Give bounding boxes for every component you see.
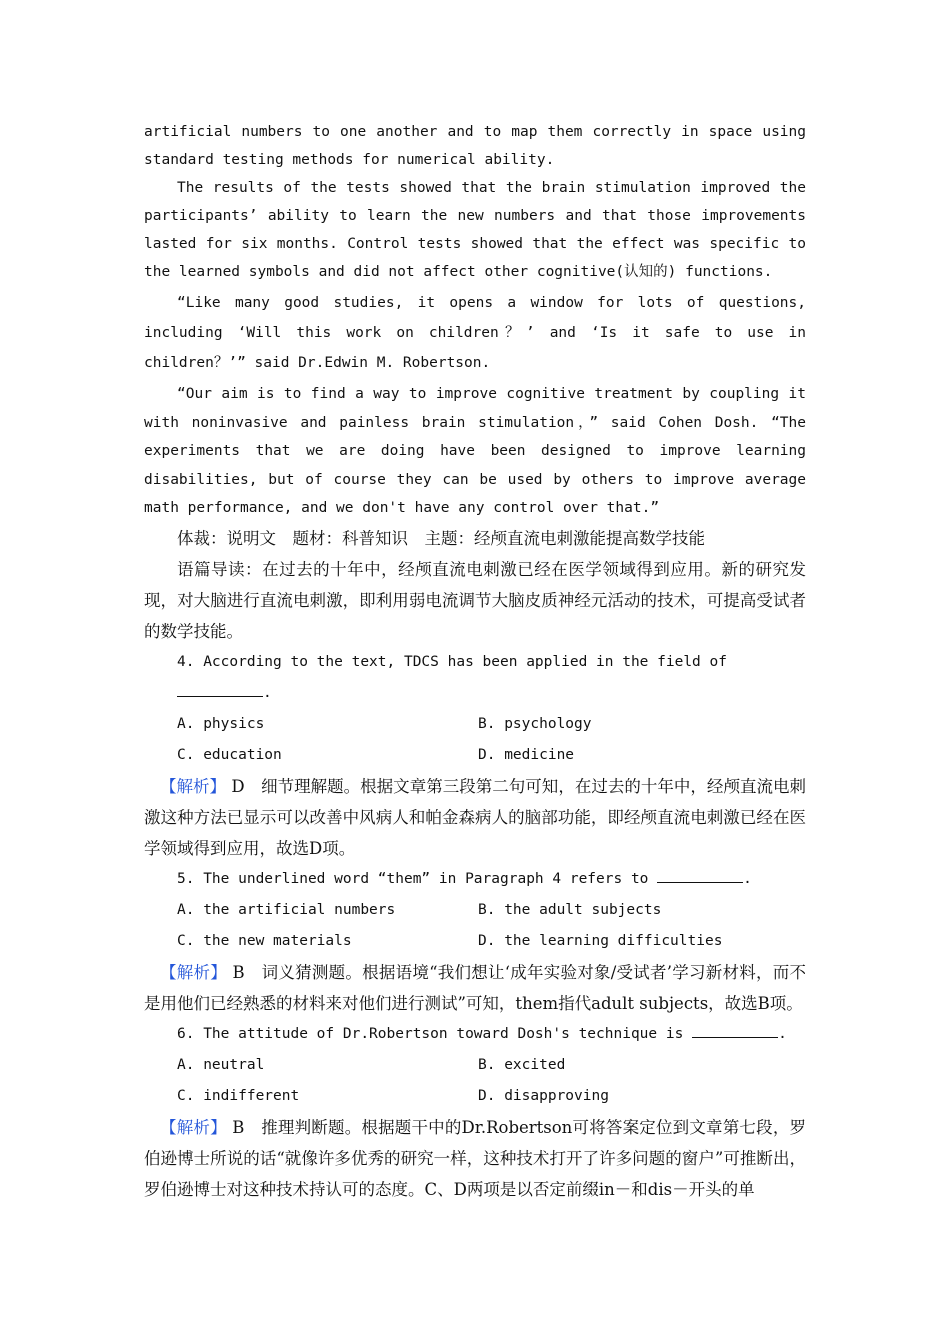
passage-paragraph-1: artificial numbers to one another and to map them correctly in space using standard testing methods for numerical ability. — [144, 124, 806, 168]
option-d: D. disapproving — [478, 1087, 609, 1104]
option-b: B. excited — [478, 1056, 566, 1073]
option-a: A. the artificial numbers — [177, 901, 396, 918]
option-row — [144, 895, 806, 926]
answer-tag: 【解析】 — [160, 776, 227, 796]
question-stem: 6. The attitude of Dr.Robertson toward Dosh's technique is . — [177, 1025, 787, 1042]
question-stem-text: 6. The attitude of Dr.Robertson toward Dosh's technique is — [177, 1025, 684, 1042]
option-row — [144, 709, 806, 740]
question-stem-text: 4. According to the text, TDCS has been applied in the field of — [177, 653, 727, 670]
question-stem-text: 5. The underlined word “them” in Paragraph 4 refers to — [177, 870, 649, 887]
option-a: A. neutral — [177, 1056, 265, 1073]
answer-blank — [177, 684, 263, 697]
option-b: B. psychology — [478, 715, 592, 732]
passage-paragraph-3: “Like many good studies, it opens a window for lots of questions, including ‘Will this work on children？’ and ‘Is it safe to use in children？’” said Dr.Edwin M. Robertson. — [144, 295, 806, 371]
answer-tag: 【解析】 — [160, 1117, 227, 1137]
genre-text: 体裁：说明文 题材：科普知识 主题：经颅直流电刺激能提高数学技能 — [177, 528, 705, 548]
reading-guide: 语篇导读：在过去的十年中，经颅直流电刺激已经在医学领域得到应用。新的研究发现，对大脑进行直流电刺激，即利用弱电流调节大脑皮质神经元活动的技术，可提高受试者的数学技能。 — [144, 559, 806, 641]
document-content — [144, 118, 806, 1205]
answer-tag: 【解析】 — [160, 962, 227, 982]
option-b: B. the adult subjects — [478, 901, 662, 918]
option-d: D. the learning difficulties — [478, 932, 723, 949]
option-row — [144, 1050, 806, 1081]
option-a: A. physics — [177, 715, 265, 732]
genre-line — [144, 523, 806, 554]
option-c: C. indifferent — [177, 1087, 300, 1104]
answer-explanation — [144, 957, 806, 1019]
option-d: D. medicine — [478, 746, 575, 763]
passage-paragraph-4: “Our aim is to find a way to improve cognitive treatment by coupling it with noninvasive and painless brain stimulation，” said Cohen Dosh. “The experiments that we are doing have been designed to improve learning disabilities, but of course they can be used by others to improve average math performance, and we don't have any control over that.” — [144, 386, 806, 516]
answer-explanation — [144, 771, 806, 864]
option-row — [144, 740, 806, 771]
answer-text: B 推理判断题。根据题干中的Dr.Robertson可将答案定位到文章第七段，罗伯逊博士所说的话“就像许多优秀的研究一样，这种技术打开了许多问题的窗户”可推断出，罗伯逊博士对这种技术持认可的态度。C、D两项是以否定前缀in－和dis－开头的单 — [144, 1117, 807, 1199]
option-row — [144, 1081, 806, 1112]
answer-blank — [692, 1025, 778, 1038]
question-6 — [144, 1019, 806, 1205]
question-5 — [144, 864, 806, 1019]
answer-text: D 细节理解题。根据文章第三段第二句可知，在过去的十年中，经颅直流电刺激这种方法已显示可以改善中风病人和帕金森病人的脑部功能，即经颅直流电刺激已经在医学领域得到应用，故选D项。 — [144, 776, 806, 858]
answer-text: B 词义猜测题。根据语境“我们想让‘成年实验对象/受试者’学习新材料，而不是用他们已经熟悉的材料来对他们进行测试”可知，them指代adult subjects，故选B项。 — [144, 962, 807, 1013]
question-4 — [144, 647, 806, 864]
question-stem: 4. According to the text, TDCS has been applied in the field of . — [177, 653, 727, 701]
option-c: C. the new materials — [177, 932, 352, 949]
passage-paragraph-2: The results of the tests showed that the brain stimulation improved the participants’ ability to learn the new numbers and that those improvements lasted for six months. Control tests showed that the effect was specific to the learned symbols and did not affect other cognitive(认知的) functions. — [144, 180, 806, 280]
question-stem: 5. The underlined word “them” in Paragraph 4 refers to . — [177, 870, 752, 887]
answer-explanation — [144, 1112, 806, 1205]
option-row — [144, 926, 806, 957]
answer-blank — [657, 870, 743, 883]
option-c: C. education — [177, 746, 282, 763]
